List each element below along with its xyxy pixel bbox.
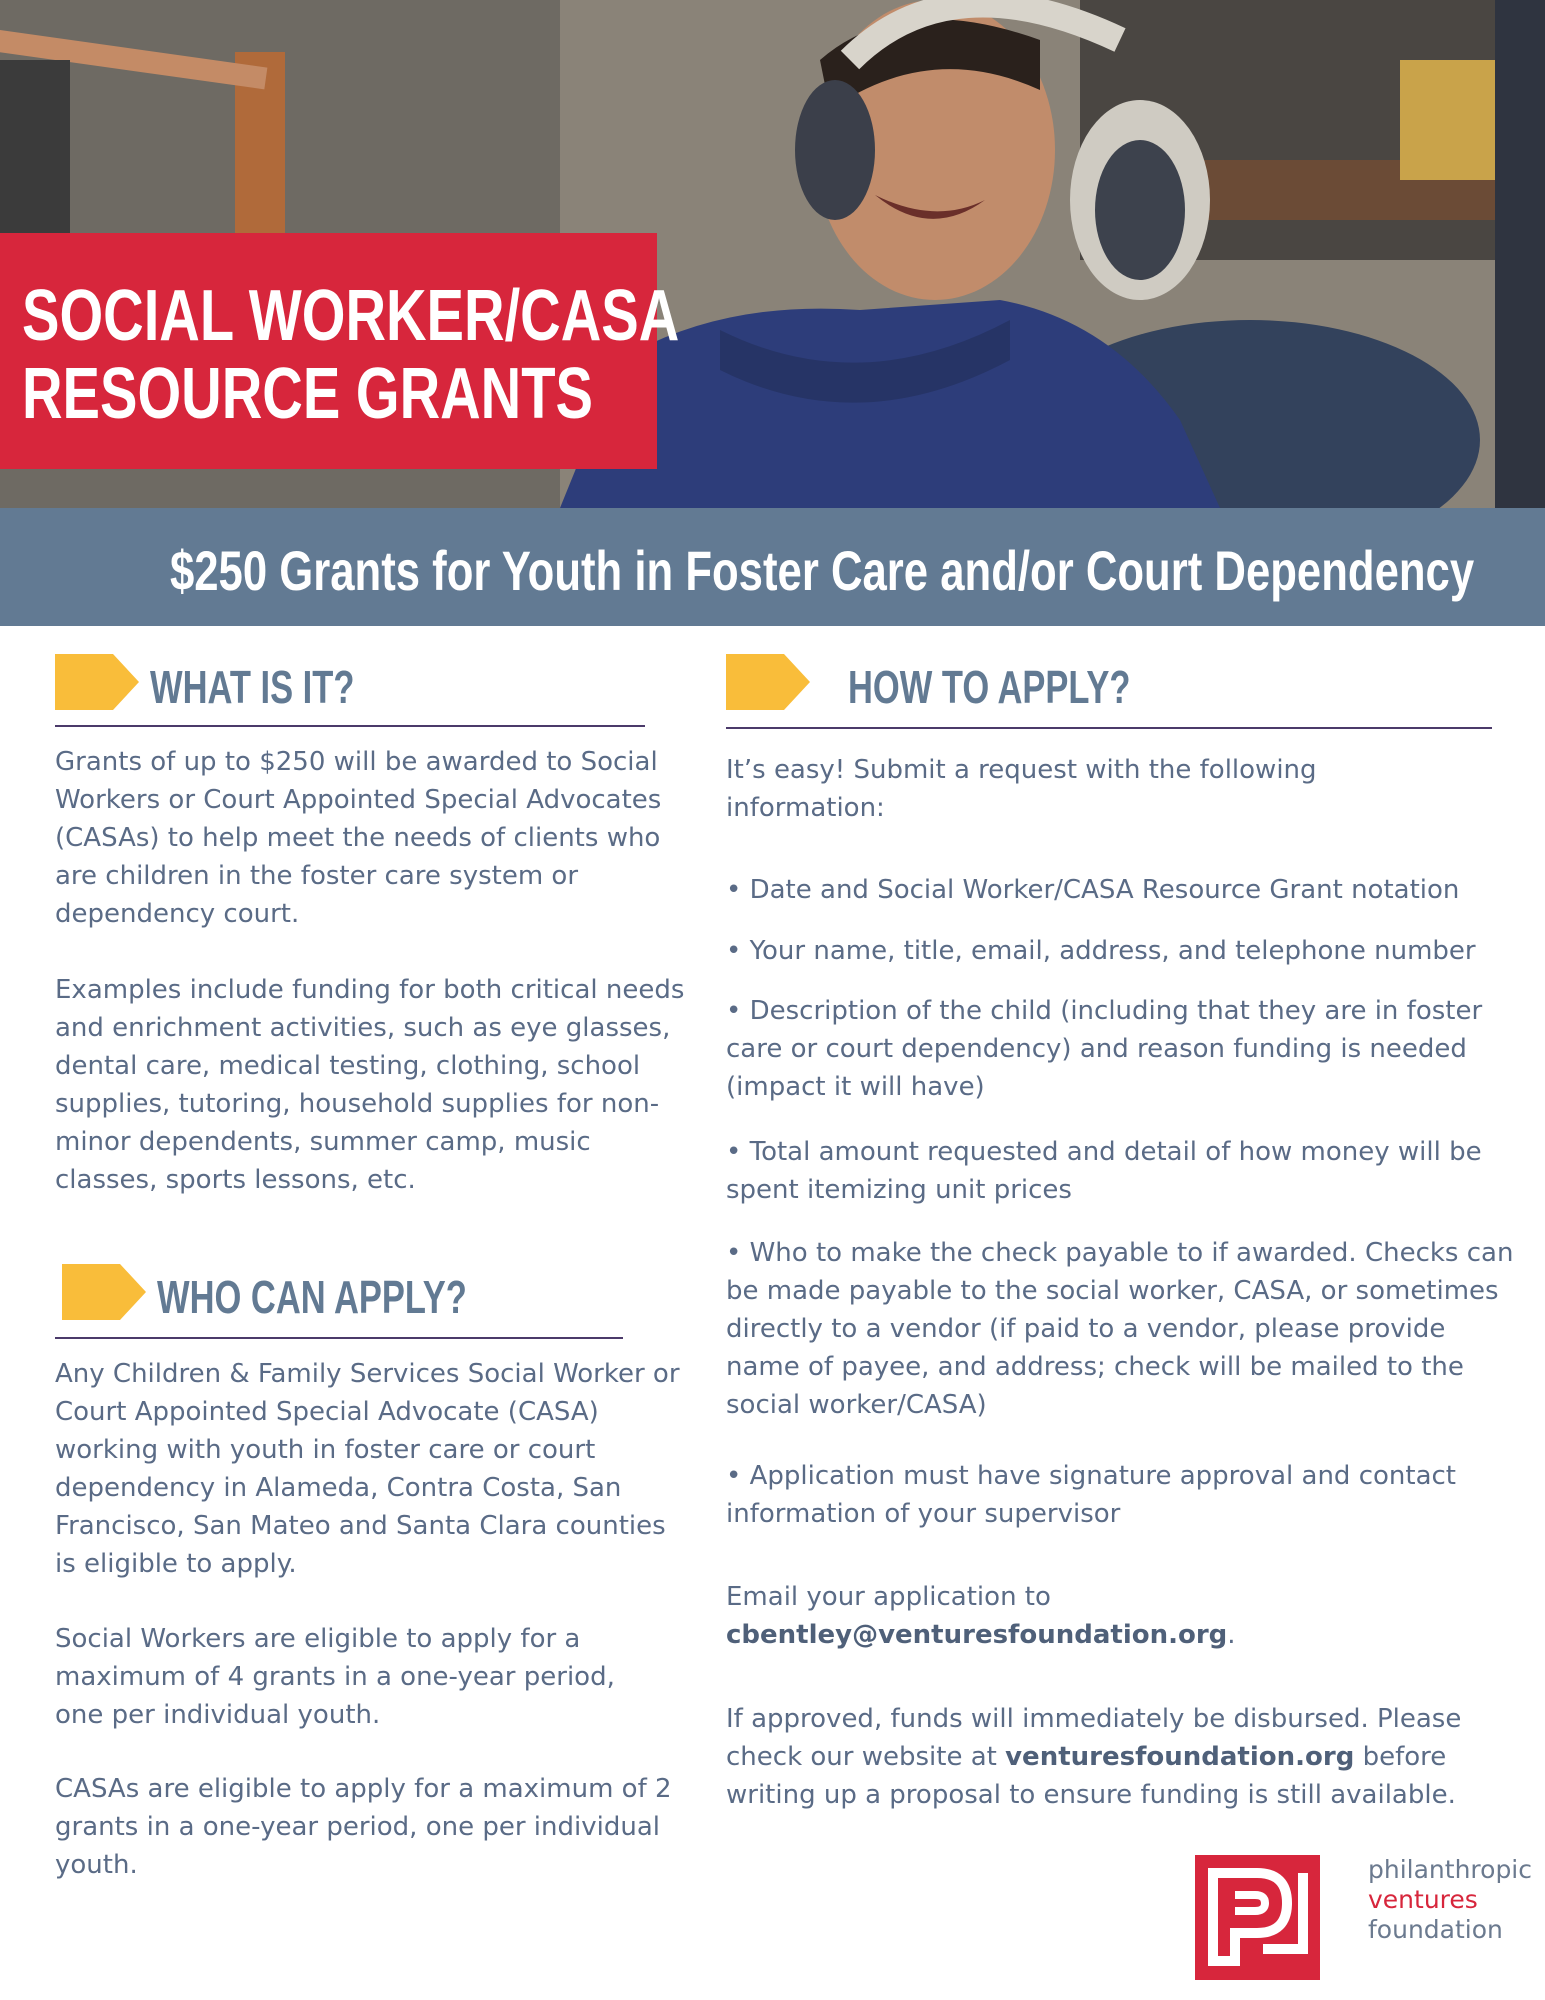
email-prefix-text: Email your application to [726, 1582, 1051, 1612]
foundation-logo-text [1368, 1855, 1532, 1945]
approval-paragraph [726, 1700, 1506, 1814]
logo-text-line-1: philanthropic [1368, 1855, 1533, 1884]
who-can-apply-paragraph-2: Social Workers are eligible to apply for a maximum of 4 grants in a one-year period, one per individual youth. [55, 1624, 615, 1730]
what-is-it-paragraph-1: Grants of up to $250 will be awarded to Social Workers or Court Appointed Special Advocates (CASAs) to help meet the needs of clients who are children in the foster care system or dependency court. [55, 747, 662, 929]
hero-photo-area [0, 0, 1545, 508]
how-to-apply-bullet: • Description of the child (including that they are in foster care or court dependency) and reason funding is needed (impact it will have) [726, 996, 1483, 1102]
who-can-apply-paragraph-1: Any Children & Family Services Social Worker or Court Appointed Special Advocate (CASA) working with youth in foster care or court dependency in Alameda, Contra Costa, San Francisco, San Mateo and Santa Clara counties is eligible to apply. [55, 1359, 680, 1579]
website-link[interactable]: venturesfoundation.org [1005, 1742, 1355, 1772]
email-suffix-text: . [1227, 1620, 1236, 1650]
how-to-apply-intro: It’s easy! Submit a request with the following information: [726, 755, 1317, 823]
how-to-apply-bullet: • Who to make the check payable to if awarded. Checks can be made payable to the social worker, CASA, or sometimes directly to a vendor (if paid to a vendor, please provide name of payee, and address; check will be mailed to the social worker/CASA) [726, 1238, 1514, 1420]
how-to-apply-bullet: • Date and Social Worker/CASA Resource Grant notation [726, 875, 1460, 905]
arrow-icon [726, 654, 810, 710]
approval-suffix-text: before writing up a proposal to ensure funding is still available. [726, 1742, 1456, 1810]
arrow-icon [62, 1264, 146, 1320]
title-box [0, 233, 680, 469]
how-to-apply-bullet: • Total amount requested and detail of how money will be spent itemizing unit prices [726, 1137, 1482, 1205]
arrow-icon [55, 654, 139, 710]
section-divider [55, 725, 645, 727]
section-header-how-to-apply [726, 654, 1426, 714]
approval-prefix-text: If approved, funds will immediately be disbursed. Please check our website at [726, 1704, 1462, 1772]
how-to-apply-bullet: • Application must have signature approval and contact information of your supervisor [726, 1461, 1456, 1529]
page-title-line-2: RESOURCE GRANTS [22, 354, 594, 434]
how-to-apply-bullet: • Your name, title, email, address, and telephone number [726, 936, 1476, 966]
section-title-who-can-apply: WHO CAN APPLY? [157, 1271, 467, 1323]
section-header-who-can-apply [62, 1264, 662, 1324]
section-divider [726, 727, 1492, 729]
email-link[interactable]: cbentley@venturesfoundation.org [726, 1620, 1228, 1650]
logo-text-line-2: ventures [1368, 1885, 1478, 1914]
email-paragraph [726, 1578, 1506, 1654]
section-divider [55, 1337, 623, 1339]
what-is-it-paragraph-2: Examples include funding for both critical needs and enrichment activities, such as eye glasses, dental care, medical testing, clothing, school supplies, tutoring, household supplies for non-minor dependents, summer camp, music classes, sports lessons, etc. [55, 975, 685, 1195]
page-title-line-1: SOCIAL WORKER/CASA [22, 276, 680, 356]
section-header-what-is-it [55, 654, 655, 714]
subtitle-banner [0, 508, 1545, 626]
who-can-apply-paragraph-3: CASAs are eligible to apply for a maximum of 2 grants in a one-year period, one per individual youth. [55, 1774, 672, 1880]
section-title-what-is-it: WHAT IS IT? [150, 661, 355, 713]
section-title-how-to-apply: HOW TO APPLY? [848, 661, 1131, 713]
foundation-logo-icon [1195, 1855, 1320, 1980]
logo-text-line-3: foundation [1368, 1915, 1503, 1944]
subtitle-banner-text: $250 Grants for Youth in Foster Care and/or Court Dependency [169, 539, 1475, 602]
